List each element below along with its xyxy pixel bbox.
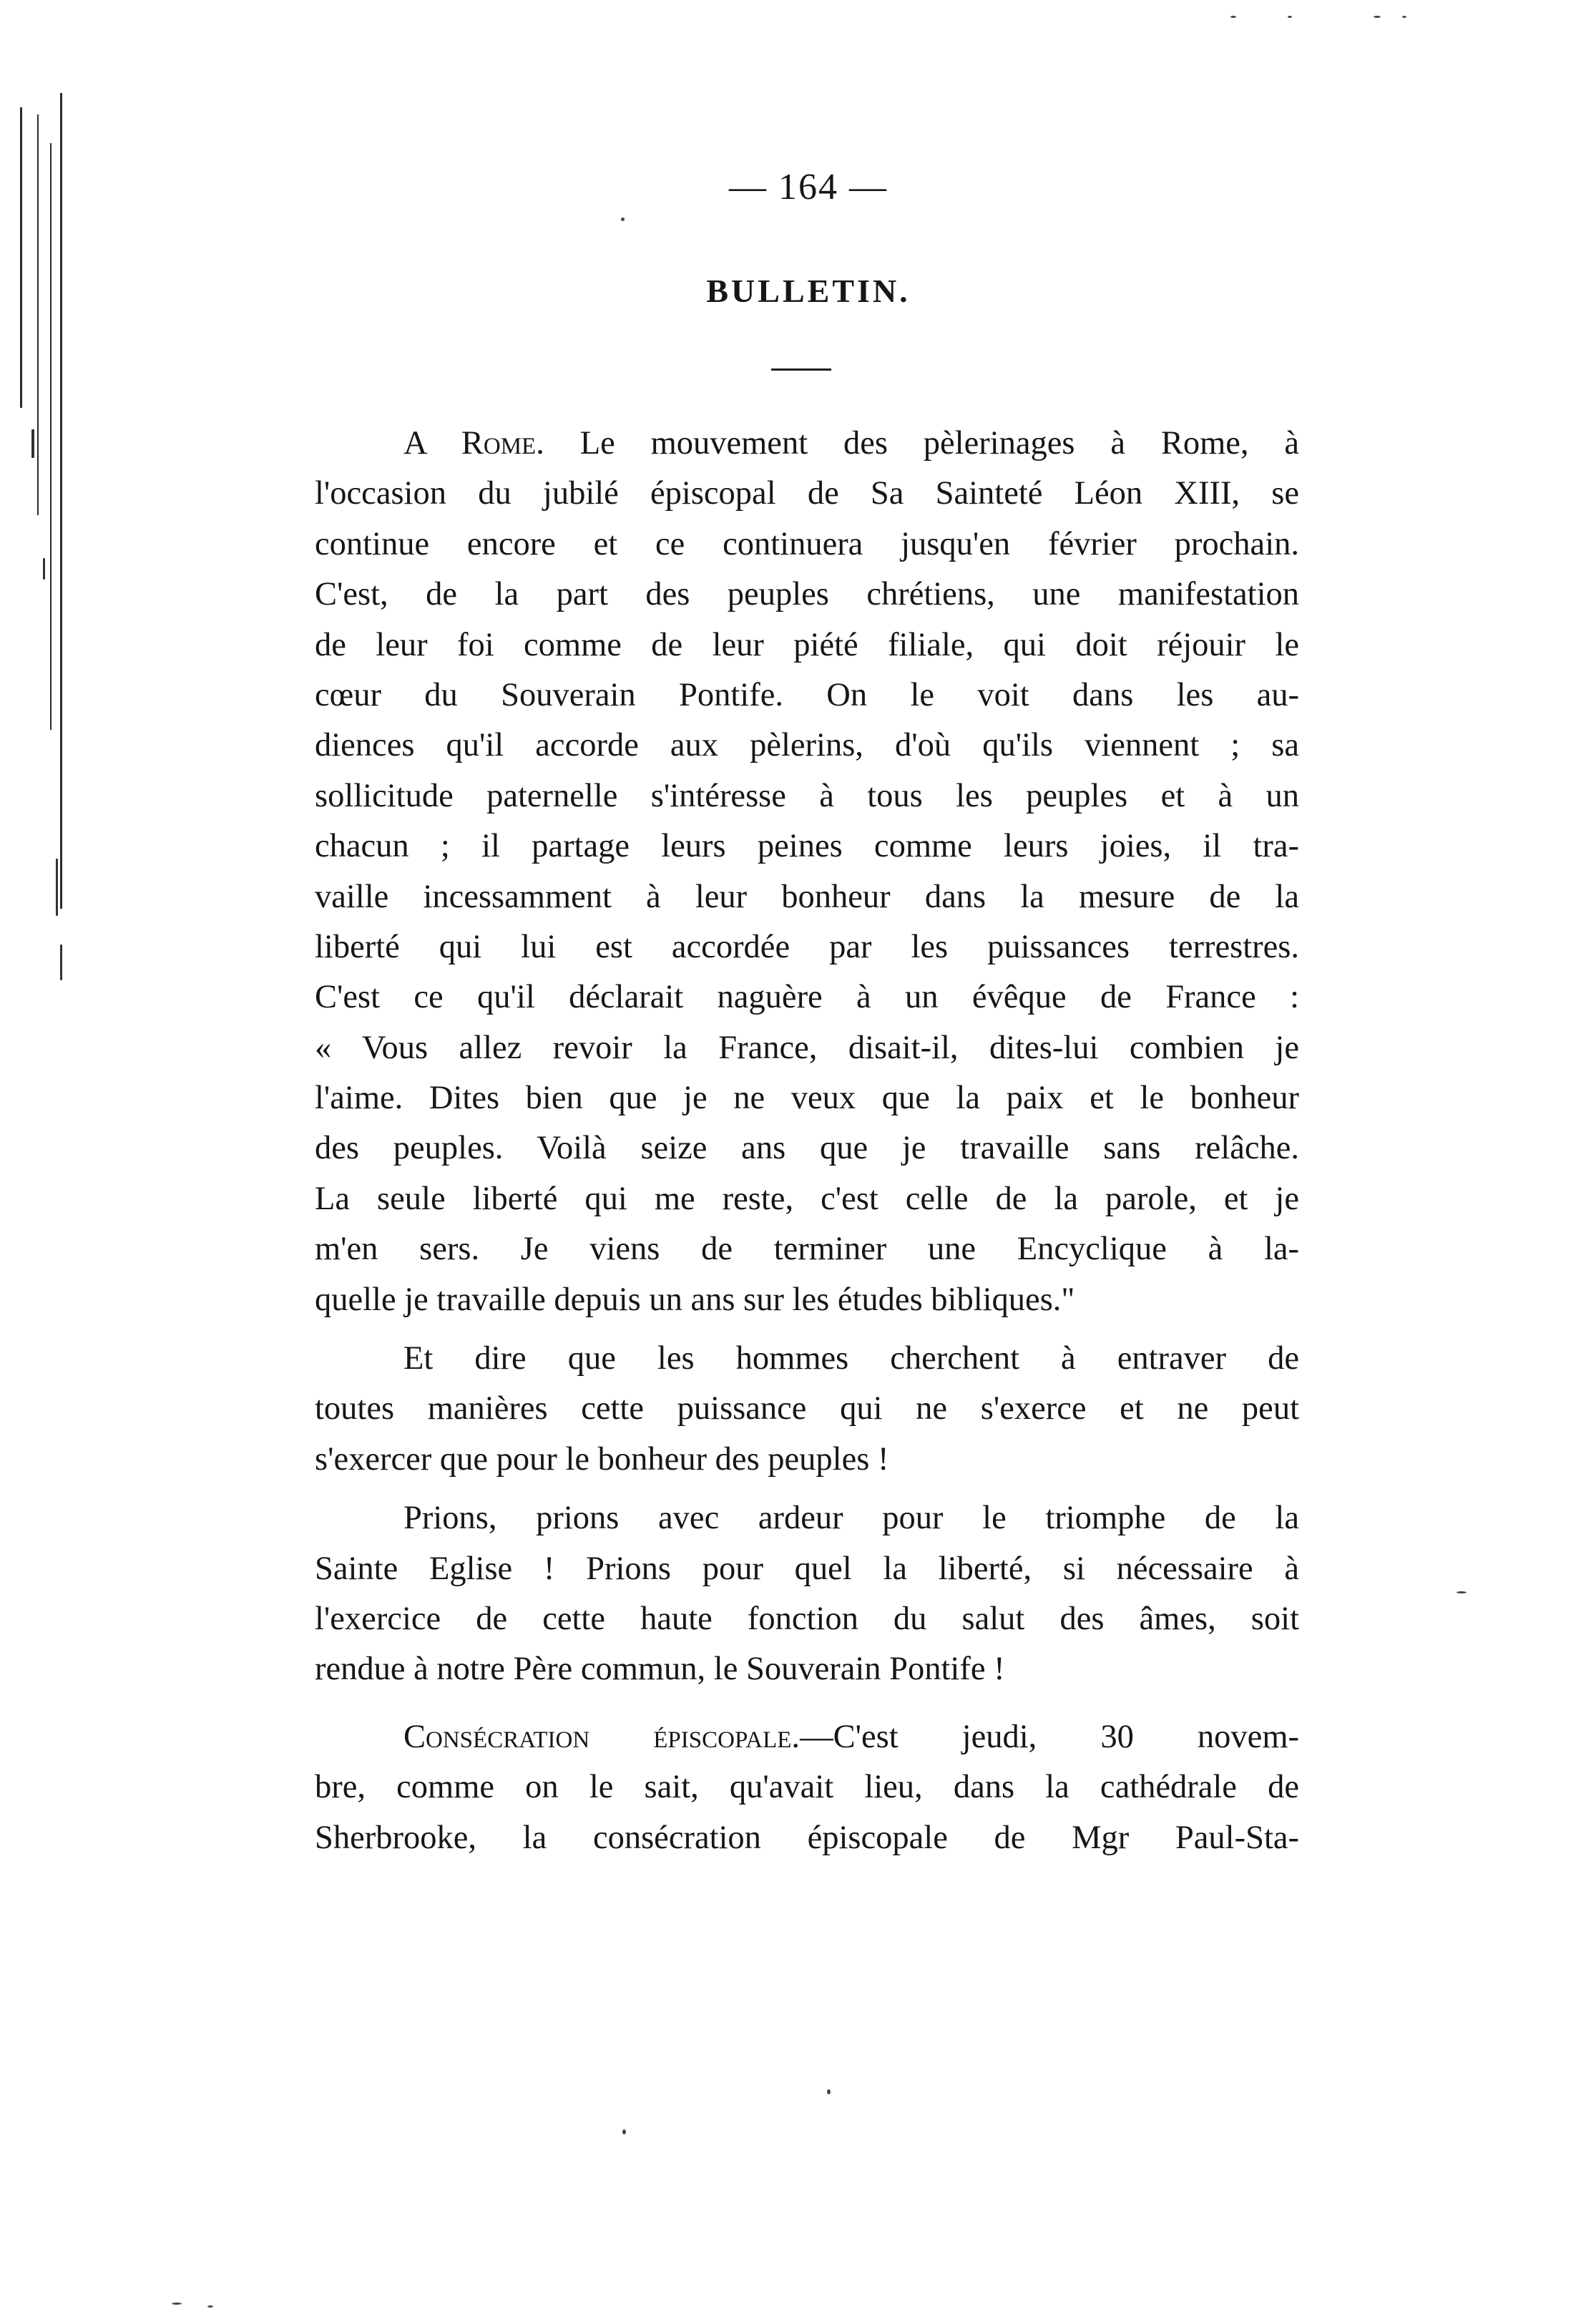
text-line: quelle je travaille depuis un ans sur les études bibliques." — [315, 1281, 1075, 1318]
text-line: de leur foi comme de leur piété filiale, qui doit réjouir le — [315, 626, 1299, 663]
scan-speck — [207, 2305, 213, 2308]
binding-edge-line — [50, 143, 52, 730]
text-line: liberté qui lui est accordée par les puissances terrestres. — [315, 928, 1299, 965]
text-line: Et dire que les hommes cherchent à entraver de — [403, 1340, 1299, 1377]
paragraph-lead: Consécration épiscopale. — [403, 1718, 801, 1755]
text-line: l'aime. Dites bien que je ne veux que la paix et le bonheur — [315, 1080, 1299, 1117]
page-heading: BULLETIN. — [706, 273, 911, 309]
text-line: La seule liberté qui me reste, c'est celle de la parole, et je — [315, 1180, 1299, 1217]
scan-speck — [172, 2303, 182, 2305]
text-line: des peuples. Voilà seize ans que je travaille sans relâche. — [315, 1130, 1299, 1167]
scan-speck — [1230, 16, 1236, 18]
text-line: toutes manières cette puissance qui ne s'exerce et ne peut — [315, 1390, 1299, 1427]
text-line: sollicitude paternelle s'intéresse à tous les peuples et à un — [315, 777, 1299, 814]
text-line: Consécration épiscopale.—C'est jeudi, 30 novem- — [403, 1718, 1299, 1755]
scan-speck — [827, 2089, 831, 2094]
text-line: vaille incessamment à leur bonheur dans la mesure de la — [315, 878, 1299, 915]
text-line: C'est ce qu'il déclarait naguère à un évêque de France : — [315, 979, 1299, 1016]
scan-speck — [56, 859, 58, 916]
text-line: l'occasion du jubilé épiscopal de Sa Sainteté Léon XIII, se — [315, 475, 1299, 512]
binding-edge-line — [60, 93, 62, 909]
text-line: chacun ; il partage leurs peines comme leurs joies, il tra- — [315, 828, 1299, 865]
article-body — [315, 419, 1299, 1863]
text-line: s'exercer que pour le bonheur des peuples ! — [315, 1440, 889, 1478]
scan-speck — [1288, 16, 1292, 18]
text-line: rendue à notre Père commun, le Souverain Pontife ! — [315, 1651, 1005, 1688]
text-line: cœur du Souverain Pontife. On le voit dans les au- — [315, 676, 1299, 713]
text-line: m'en sers. Je viens de terminer une Encyclique à la- — [315, 1231, 1299, 1268]
text-line: l'exercice de cette haute fonction du salut des âmes, soit — [315, 1600, 1299, 1637]
text-line: Sainte Eglise ! Prions pour quel la liberté, si nécessaire à — [315, 1550, 1299, 1587]
scan-speck — [1374, 16, 1381, 18]
paragraph-lead: A Rome. — [403, 425, 544, 462]
scan-speck — [43, 558, 45, 580]
scan-speck — [1457, 1591, 1467, 1593]
text-line: Sherbrooke, la consécration épiscopale de Mgr Paul-Sta- — [315, 1819, 1299, 1856]
scan-speck — [31, 429, 34, 458]
scan-speck — [1402, 16, 1406, 18]
text-line: A Rome. Le mouvement des pèlerinages à Rome, à — [403, 425, 1299, 462]
scan-speck — [621, 218, 625, 221]
text-line: « Vous allez revoir la France, disait-il, dites-lui combien je — [315, 1029, 1299, 1066]
text-line: continue encore et ce continuera jusqu'en février prochain. — [315, 525, 1299, 562]
binding-edge-line — [37, 114, 39, 515]
heading-separator — [771, 368, 831, 371]
text-line: diences qu'il accorde aux pèlerins, d'où qu'ils viennent ; sa — [315, 727, 1299, 764]
scan-speck — [60, 944, 62, 980]
text-line: C'est, de la part des peuples chrétiens, une manifestation — [315, 576, 1299, 613]
binding-edge-line — [20, 107, 22, 408]
page-number: — 164 — — [729, 167, 888, 208]
text-line: bre, comme on le sait, qu'avait lieu, dans la cathédrale de — [315, 1769, 1299, 1806]
scan-speck — [622, 2129, 626, 2134]
text-line: Prions, prions avec ardeur pour le triomphe de la — [403, 1500, 1299, 1537]
